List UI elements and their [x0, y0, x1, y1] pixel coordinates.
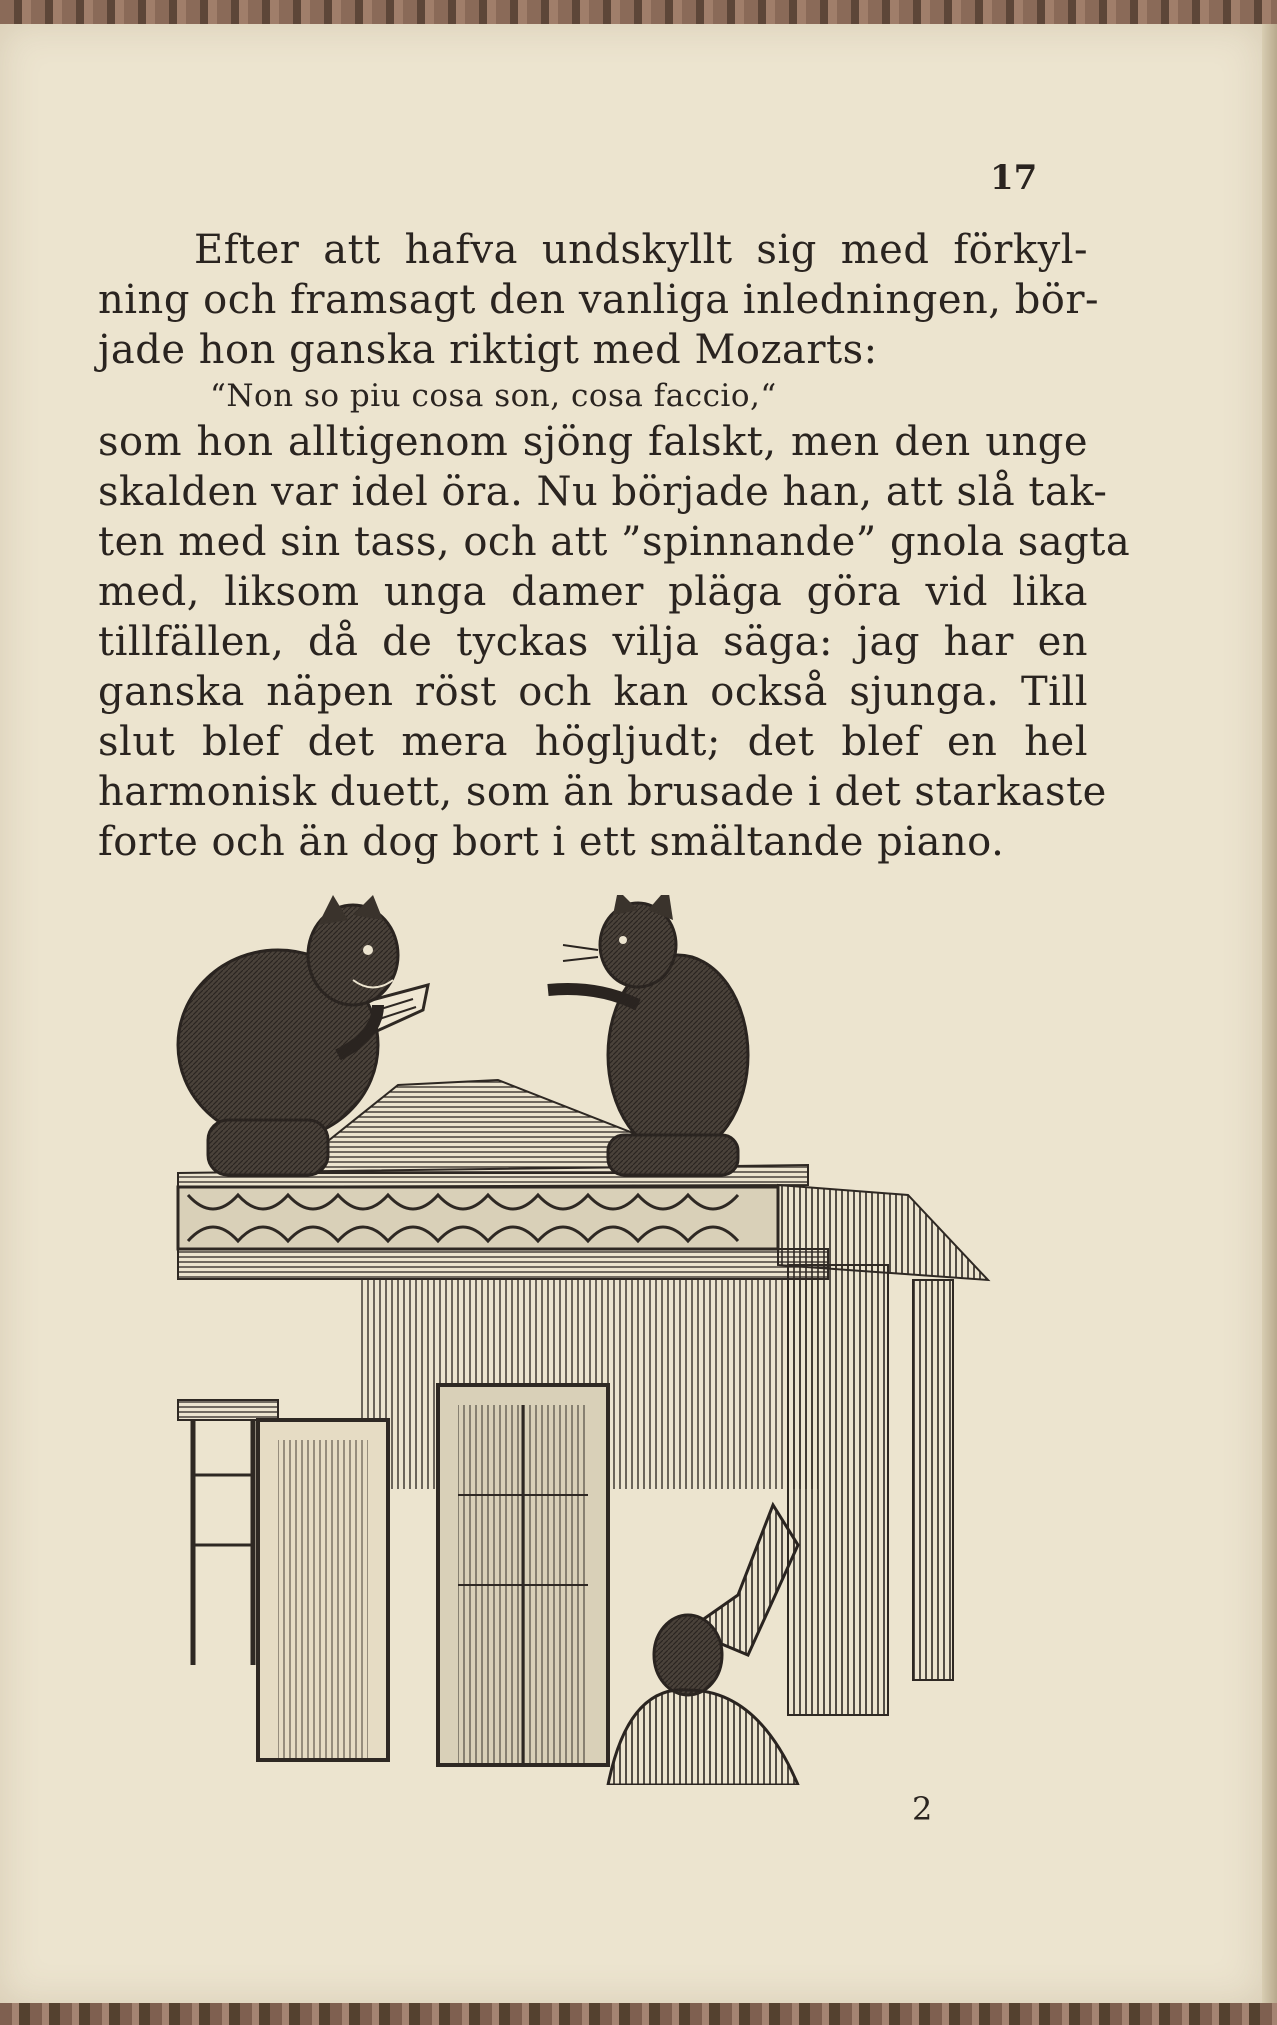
- text-line: som hon alltigenom sjöng falskt, men den unge: [98, 419, 1088, 465]
- song-quote: “Non so piu cosa son, cosa faccio,“: [210, 378, 777, 414]
- text-line: med, liksom unga damer pläga göra vid lika: [98, 569, 1088, 615]
- text-line: Efter att hafva undskyllt sig med förkyl-: [194, 227, 1088, 273]
- book-binding-bottom: [0, 2003, 1277, 2025]
- piano-body: [178, 1265, 953, 1765]
- text-line: harmonisk duett, som än brusade i det starkaste: [98, 769, 1107, 815]
- text-line: ning och framsagt den vanliga inledningen, bör-: [98, 277, 1100, 323]
- page-number: 17: [990, 158, 1038, 198]
- text-line: jade hon ganska riktigt med Mozarts:: [98, 327, 878, 373]
- listener-figure: [608, 1505, 798, 1785]
- text-line: skalden var idel öra. Nu började han, att slå tak-: [98, 469, 1108, 515]
- text-line: ganska näpen röst och kan också sjunga. Till: [98, 669, 1088, 715]
- page-edge: [1262, 24, 1277, 2003]
- text-line: ten med sin tass, och att ”spinnande” gnola sagta: [98, 519, 1131, 565]
- text-line: tillfällen, då de tyckas vilja säga: jag har en: [98, 619, 1088, 665]
- body-paragraph: [98, 225, 1131, 867]
- text-line: forte och än dog bort i ett smältande piano.: [98, 819, 1005, 865]
- text-line: slut blef det mera högljudt; det blef en hel: [98, 719, 1088, 765]
- woodcut-illustration: [168, 895, 1003, 1785]
- signature-mark: 2: [912, 1790, 933, 1828]
- book-binding-top: [0, 0, 1277, 24]
